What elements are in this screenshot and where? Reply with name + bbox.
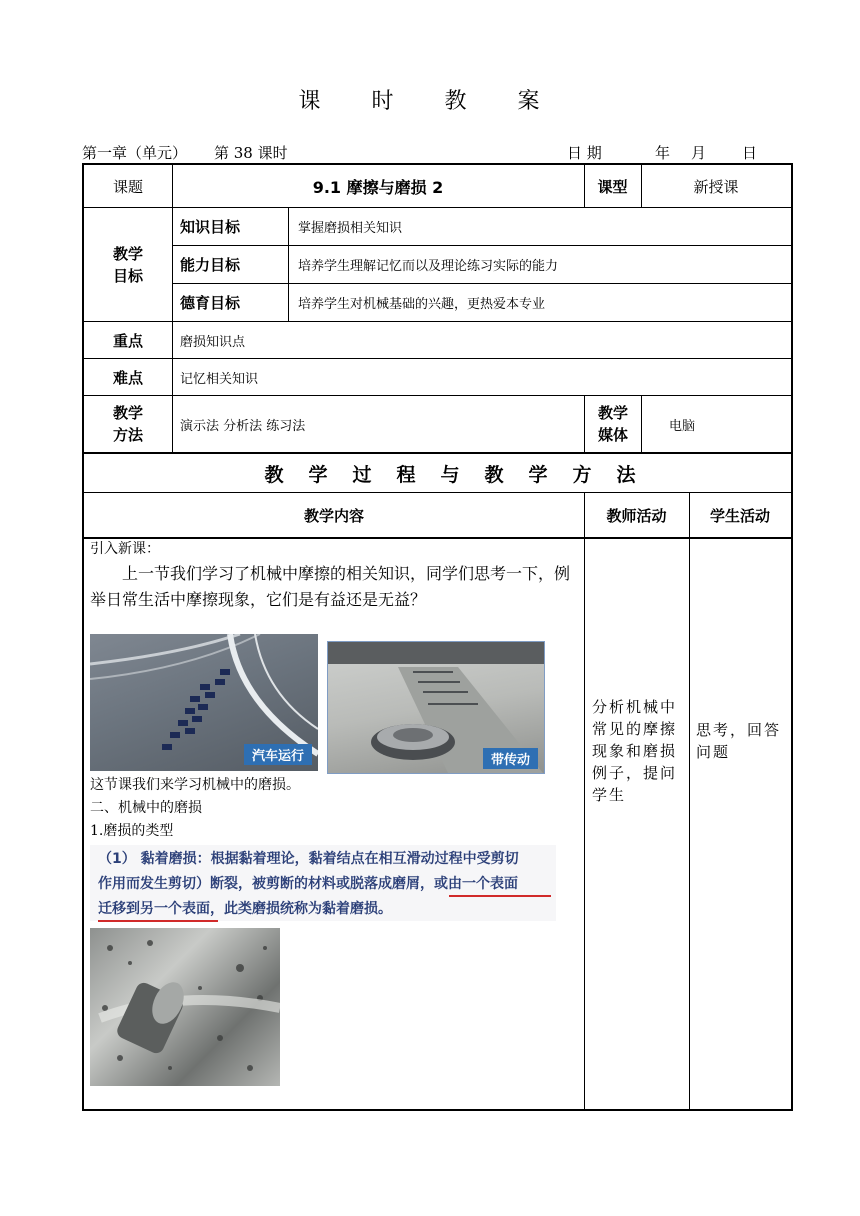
topic-label: 课题 xyxy=(112,177,143,196)
process-title: 教学过程与教学方法 xyxy=(264,463,661,486)
col-teacher-header: 教师活动 xyxy=(606,506,667,525)
excerpt-line-2: 作用而发生剪切）断裂，被剪断的材料或脱落成磨屑，或由一个表面 xyxy=(98,876,518,892)
excerpt-line-1: （1） 黏着磨损：根据黏着理论，黏着结点在相互滑动过程中受剪切 xyxy=(98,851,519,867)
subsection-heading: 1.磨损的类型 xyxy=(90,823,174,839)
chapter-label: 第一章（单元） xyxy=(82,144,188,162)
ability-goal-label: 能力目标 xyxy=(180,256,241,274)
textbook-excerpt xyxy=(90,845,556,921)
knowledge-goal-value: 掌握磨损相关知识 xyxy=(298,221,403,236)
race-car-photo xyxy=(90,634,318,771)
difficulty-label: 难点 xyxy=(112,368,143,387)
lesson-intro-line: 这节课我们来学习机械中的磨损。 xyxy=(90,777,300,793)
knowledge-goal-label: 知识目标 xyxy=(180,218,241,236)
moral-goal-value: 培养学生对机械基础的兴趣，更热爱本专业 xyxy=(298,297,546,312)
type-value: 新授课 xyxy=(693,177,739,196)
topic-value: 9.1 摩擦与磨损 2 xyxy=(312,177,444,197)
section-heading: 二、机械中的磨损 xyxy=(90,800,202,816)
method-value: 演示法 分析法 练习法 xyxy=(180,418,306,434)
teacher-activity: 分析机械中常见的摩擦现象和磨损例子，提问学生 xyxy=(592,698,678,804)
type-label: 课型 xyxy=(597,177,628,196)
excerpt-line-3: 迁移到另一个表面，此类磨损统称为黏着磨损。 xyxy=(98,901,392,917)
underline-1 xyxy=(449,895,551,897)
media-value: 电脑 xyxy=(669,418,696,434)
difficulty-value: 记忆相关知识 xyxy=(180,371,259,387)
key-point-value: 磨损知识点 xyxy=(180,334,246,350)
belt-drive-photo xyxy=(327,641,545,774)
media-label: 教学媒体 xyxy=(597,404,628,444)
month-label: 月 xyxy=(691,144,707,162)
intro-paragraph: 上一节我们学习了机械中摩擦的相关知识，同学们思考一下，例举日常生活中摩擦现象，它们是有益还是无益？ xyxy=(90,564,571,609)
race-car-caption: 汽车运行 xyxy=(244,744,312,765)
lesson-number: 第 38 课时 xyxy=(214,144,288,162)
col-content-header: 教学内容 xyxy=(303,506,364,525)
col-student-header: 学生活动 xyxy=(709,506,770,525)
day-label: 日 xyxy=(742,144,758,162)
lesson-plan-table xyxy=(82,163,793,1111)
goals-label: 教学目标 xyxy=(112,244,143,285)
key-point-label: 重点 xyxy=(112,331,143,350)
page-title: 课 时 教 案 xyxy=(298,89,562,114)
ability-goal-value: 培养学生理解记忆而以及理论练习实际的能力 xyxy=(298,259,559,274)
wear-debris-photo xyxy=(90,928,280,1086)
student-activity: 思考，回答问题 xyxy=(696,721,782,761)
date-label: 日 期 xyxy=(567,144,602,162)
year-label: 年 xyxy=(655,144,671,162)
underline-2 xyxy=(98,920,218,922)
belt-drive-caption: 带传动 xyxy=(483,748,538,769)
moral-goal-label: 德育目标 xyxy=(180,294,241,312)
intro-label: 引入新课： xyxy=(90,541,160,557)
method-label: 教学方法 xyxy=(112,404,143,444)
